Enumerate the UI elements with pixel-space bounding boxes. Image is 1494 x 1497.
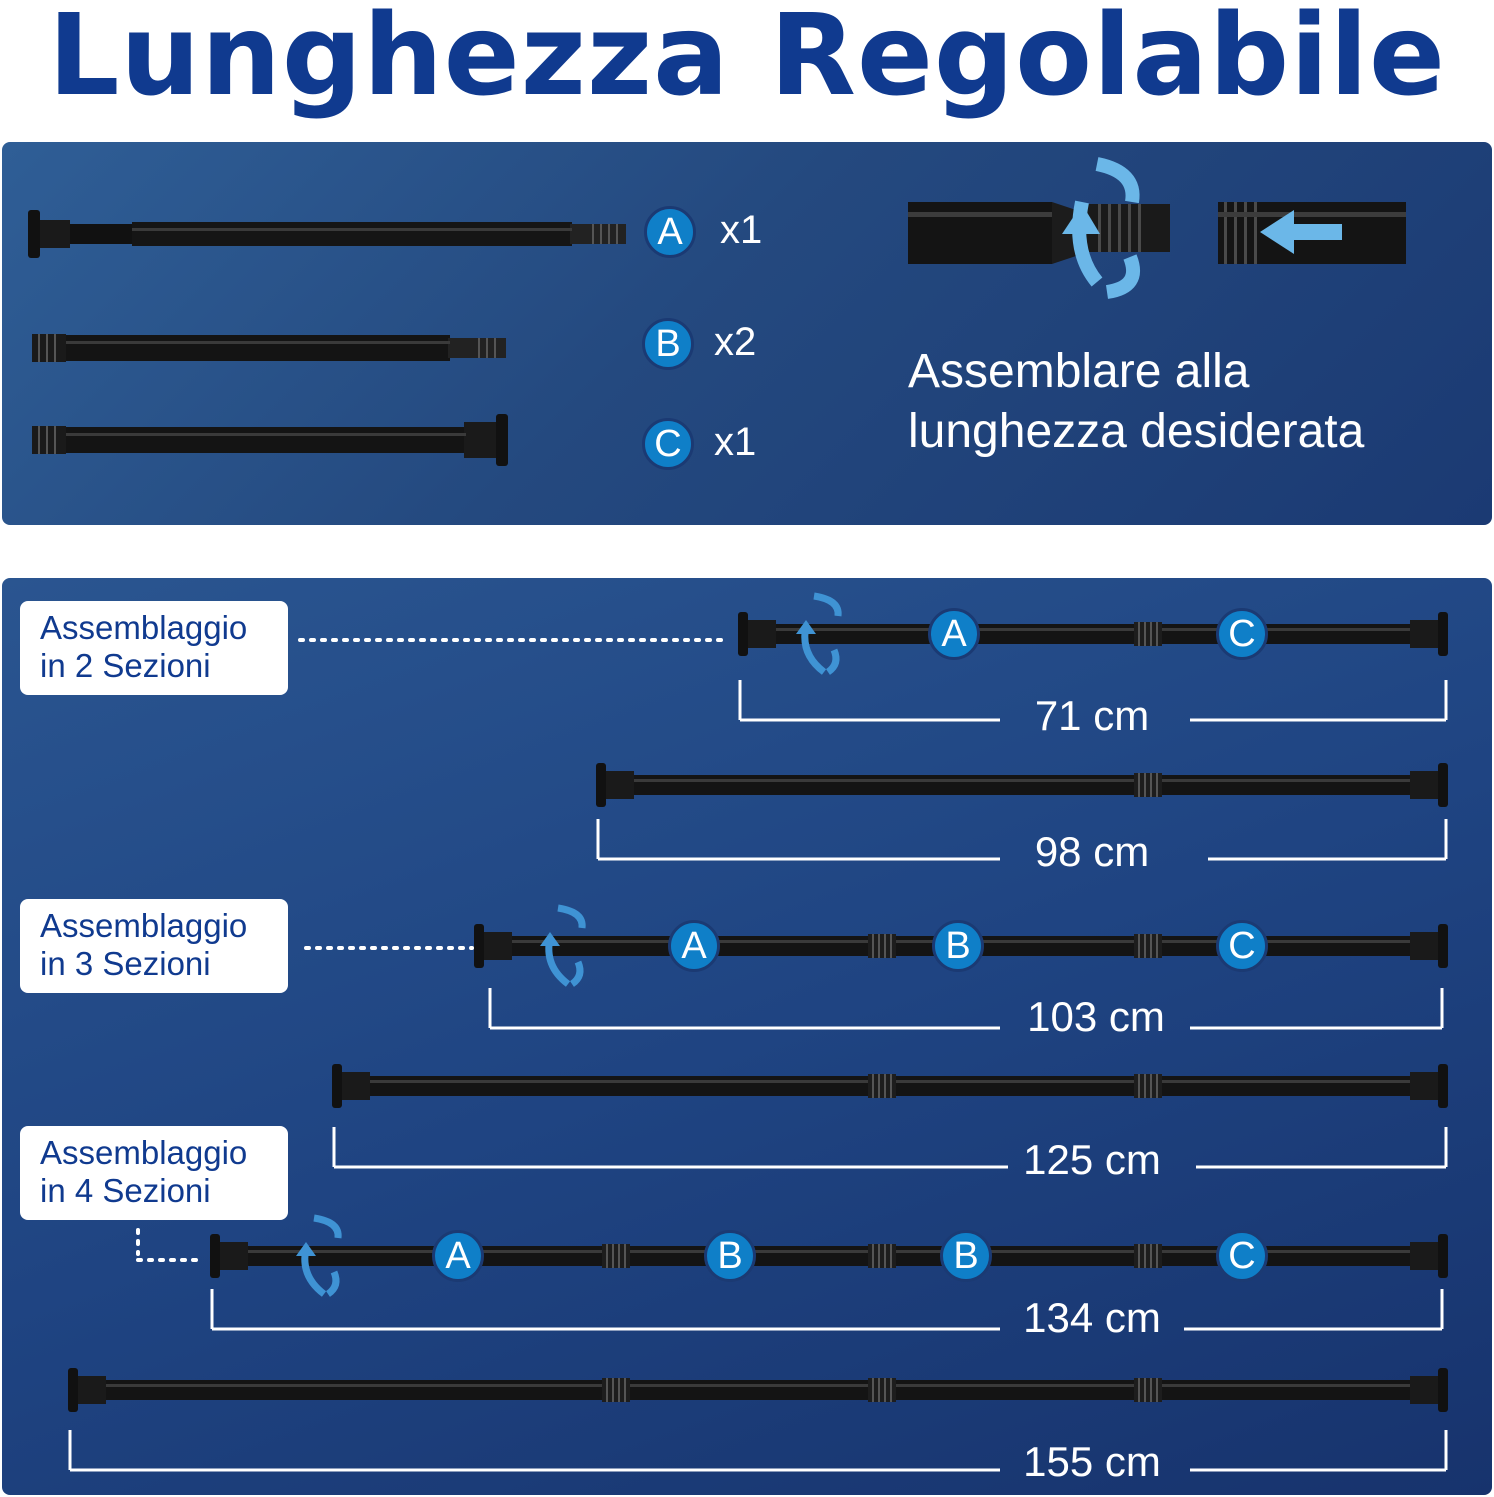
- rod-end-cap: [738, 612, 748, 656]
- rod-joint-thread: [878, 934, 880, 958]
- rod-badge: B: [940, 1230, 992, 1282]
- rod-joint-thread: [884, 1244, 886, 1268]
- badge-a: A: [644, 206, 696, 258]
- rod-end-collar: [1410, 1072, 1438, 1100]
- rod-joint-thread: [878, 1074, 880, 1098]
- rod-end-cap: [1438, 612, 1448, 656]
- length-155: 155 cm: [1023, 1438, 1161, 1485]
- length-98: 98 cm: [1034, 828, 1150, 875]
- rod-joint-thread: [1156, 934, 1158, 958]
- rod-end-collar: [484, 932, 512, 960]
- rod-highlight: [106, 1384, 1410, 1387]
- rod-joint-thread: [1150, 773, 1152, 797]
- rod-end-cap: [1438, 924, 1448, 968]
- section-label-line: Assemblaggio: [40, 907, 248, 944]
- rod-end-collar: [1410, 620, 1438, 648]
- assemble-line-1: Assemblare alla: [908, 345, 1250, 398]
- rod-badge: C: [1216, 1230, 1268, 1282]
- rod-end-cap: [1438, 763, 1448, 807]
- badge-b: B: [642, 318, 694, 370]
- rod-end-cap: [474, 924, 484, 968]
- rod-badge: A: [432, 1230, 484, 1282]
- qty-b: x2: [714, 320, 757, 364]
- parts-panel: [2, 142, 1492, 525]
- rod-body: [634, 775, 1410, 795]
- section-label-2: [20, 601, 288, 695]
- length-71: 71 cm: [1034, 692, 1150, 739]
- rod-end-collar: [220, 1242, 248, 1270]
- rod-joint-thread: [884, 1074, 886, 1098]
- rotate-arrow-icon: [814, 596, 838, 616]
- rod-badge: C: [1216, 920, 1268, 972]
- rod-joint-thread: [878, 1378, 880, 1402]
- rod-end-collar: [1410, 1376, 1438, 1404]
- rod-joint-thread: [884, 1378, 886, 1402]
- rod-joint-thread: [1144, 1074, 1146, 1098]
- rod-joint-thread: [1144, 1378, 1146, 1402]
- rod-end-collar: [606, 771, 634, 799]
- rod-joint-thread: [612, 1378, 614, 1402]
- rod-end-cap: [332, 1064, 342, 1108]
- rod-end-collar: [1410, 1242, 1438, 1270]
- rod-end-collar: [78, 1376, 106, 1404]
- assemble-line-2: lunghezza desiderata: [908, 405, 1365, 458]
- rotate-arrow-icon: [328, 1272, 336, 1294]
- rod-joint-thread: [1156, 1074, 1158, 1098]
- rods-drawing: [2, 578, 1492, 1495]
- rod-joint-thread: [890, 1074, 892, 1098]
- section-label-line: in 2 Sezioni: [40, 647, 211, 684]
- rod-end-collar: [748, 620, 776, 648]
- section-label-line: Assemblaggio: [40, 609, 248, 646]
- rod-highlight: [634, 779, 1410, 782]
- rod-a-part: [28, 210, 626, 258]
- section-label-line: in 3 Sezioni: [40, 945, 211, 982]
- length-134: 134 cm: [1023, 1294, 1161, 1341]
- rod-b-part: [32, 334, 506, 362]
- rod-joint-thread: [1138, 773, 1140, 797]
- rotate-arrow-icon: [828, 650, 836, 672]
- rod-c-part: [32, 414, 508, 466]
- rod-joint-thread: [1144, 934, 1146, 958]
- rod-highlight: [776, 628, 1410, 631]
- length-103: 103 cm: [1027, 993, 1165, 1040]
- rod-badge: A: [928, 608, 980, 660]
- rod-end-cap: [1438, 1368, 1448, 1412]
- rod-body: [106, 1380, 1410, 1400]
- rod-joint-thread: [1150, 1074, 1152, 1098]
- rod-joint-thread: [1156, 1378, 1158, 1402]
- rod-joint-thread: [884, 934, 886, 958]
- qty-c: x1: [714, 420, 757, 464]
- badge-c: C: [642, 418, 694, 470]
- rod-joint-thread: [1150, 622, 1152, 646]
- rod-joint-thread: [618, 1244, 620, 1268]
- rod-joint-thread: [1138, 1074, 1140, 1098]
- rod-badge: B: [932, 920, 984, 972]
- rod-joint-thread: [872, 1378, 874, 1402]
- rod-body: [776, 624, 1410, 644]
- configurations-panel: [2, 578, 1492, 1495]
- rod-end-cap: [68, 1368, 78, 1412]
- rod-end-collar: [1410, 771, 1438, 799]
- rod-joint-thread: [890, 1378, 892, 1402]
- rod-joint-thread: [890, 1244, 892, 1268]
- rod-end-cap: [1438, 1234, 1448, 1278]
- rod-joint-thread: [1150, 934, 1152, 958]
- rod-joint-thread: [618, 1378, 620, 1402]
- section-label-line: Assemblaggio: [40, 1134, 248, 1171]
- rod-badge: C: [1216, 608, 1268, 660]
- rotate-arrow-icon: [558, 908, 582, 928]
- rotate-arrow-icon: [314, 1218, 338, 1238]
- section-label-3: [20, 899, 288, 993]
- rod-joint-thread: [1138, 1244, 1140, 1268]
- rod-joint-thread: [612, 1244, 614, 1268]
- rod-joint-thread: [1138, 1378, 1140, 1402]
- rod-joint-thread: [1138, 622, 1140, 646]
- rod-joint-thread: [1156, 1244, 1158, 1268]
- rod-joint-thread: [872, 1074, 874, 1098]
- rod-joint-thread: [878, 1244, 880, 1268]
- section-label-line: in 4 Sezioni: [40, 1172, 211, 1209]
- rod-joint-thread: [890, 934, 892, 958]
- page-title: Lunghezza Regolabile: [48, 0, 1446, 121]
- rod-end-collar: [342, 1072, 370, 1100]
- rod-end-collar: [1410, 932, 1438, 960]
- length-125: 125 cm: [1023, 1136, 1161, 1183]
- rod-joint-thread: [1144, 773, 1146, 797]
- rod-joint-thread: [872, 934, 874, 958]
- rod-end-cap: [596, 763, 606, 807]
- rod-end-cap: [210, 1234, 220, 1278]
- rod-joint-thread: [1156, 773, 1158, 797]
- rod-joint-thread: [606, 1244, 608, 1268]
- rod-joint-thread: [624, 1244, 626, 1268]
- rod-joint-thread: [1156, 622, 1158, 646]
- rod-joint-thread: [1150, 1244, 1152, 1268]
- rod-badge: A: [668, 920, 720, 972]
- section-label-4: [20, 1126, 288, 1220]
- assemble-caption: [908, 342, 1364, 462]
- rod-joint-thread: [1138, 934, 1140, 958]
- qty-a: x1: [720, 208, 763, 252]
- rod-joint-thread: [606, 1378, 608, 1402]
- rod-badge: B: [704, 1230, 756, 1282]
- rod-joint-thread: [1144, 1244, 1146, 1268]
- rod-joint-thread: [1144, 622, 1146, 646]
- rod-end-cap: [1438, 1064, 1448, 1108]
- rod-joint-thread: [624, 1378, 626, 1402]
- rod-joint-thread: [872, 1244, 874, 1268]
- rod-joint-thread: [1150, 1378, 1152, 1402]
- rotate-arrow-icon: [572, 962, 580, 984]
